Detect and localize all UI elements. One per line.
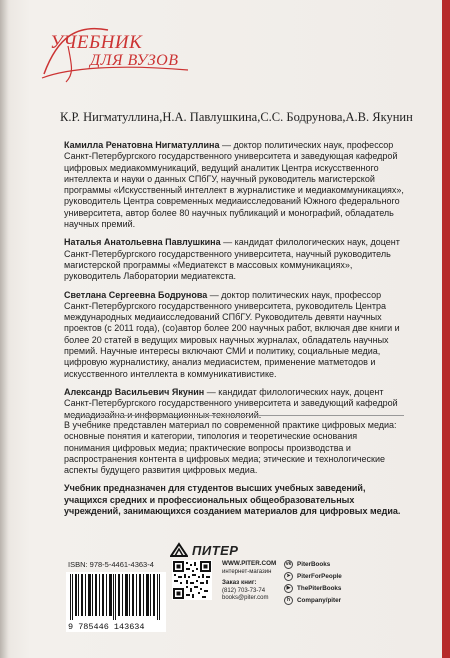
series-title: УЧЕБНИК <box>50 32 143 53</box>
social-label: PiterForPeople <box>297 572 342 580</box>
bio-text: — доктор политических наук, профессор Санкт-Петербургского государственного университета и заведующая кафедрой цифровых медиакоммуникаций, ведущий аналитик Центра искусственного интеллекта и науки о данных СПбГУ, научный руководитель магистерской программы «Искусственный интеллект в журналистике и медиакоммуникациях», руководитель Центра современных медиаисследований Южного федерального университета, автор более 80 научных публикаций и монографий, обладатель научных премий. <box>64 140 404 230</box>
barcode <box>66 572 166 632</box>
author-bio <box>64 290 404 380</box>
bio-name: Камилла Ренатовна Нигматуллина <box>64 140 220 150</box>
hh-icon: h <box>284 596 293 605</box>
social-link[interactable] <box>284 594 342 606</box>
author-bios <box>64 140 404 428</box>
publisher-phone: (812) 703-73-74 <box>222 587 266 594</box>
qr-code <box>172 560 212 600</box>
bio-text: — доктор политических наук, профессор Санкт-Петербургского государственного университета, руководитель Центра международных медиаисследований СПбГУ. Руководитель девяти научных проектов (с 2011 года), (со)автор более 200 научных работ, включая две книги и более 20 статей в ведущих мировых научных журналах, обладатель научных премий. Научные интересы включают СМИ и политику, социальные медиа, цифровую журналистику, анализ медиасистем, применение матметодов и искусственного интеллекта в коммуникативистике. <box>64 289 400 379</box>
book-description <box>64 420 404 524</box>
social-label: Company/piter <box>297 596 342 604</box>
accent-bar <box>442 0 450 658</box>
isbn-text: ISBN: 978-5-4461-4363-4 <box>68 560 154 569</box>
author-bio <box>64 140 404 230</box>
description-text: В учебнике представлен материал по современной практике цифровых медиа: основные понятия и категории, типология и теоретические основания понимания цифровых медиа; практические вопросы производства и распространения контента в цифровых медиа; этические и технологические аспекты будущего развития цифровых медиа. <box>64 420 397 476</box>
authors-line <box>60 110 413 125</box>
bio-text: — кандидат филологических наук, доцент Санкт-Петербургского государственного университета, научный руководитель магистерской программы «Медиатекст в массовых коммуникациях», руководитель Лаборатории медиатекста. <box>64 237 400 282</box>
social-label: ThePiterBooks <box>297 584 342 592</box>
publisher-contacts <box>222 560 276 603</box>
barcode-digits: 9 785446 143634 <box>68 622 145 632</box>
publisher-logo <box>170 540 248 560</box>
author-bio <box>64 237 404 282</box>
social-link[interactable] <box>284 582 342 594</box>
author-name: Н.А. Павлушкина, <box>162 110 261 124</box>
order-title: Заказ книг: <box>222 579 257 587</box>
social-label: PiterBooks <box>297 560 331 568</box>
bio-name: Александр Васильевич Якунин <box>64 386 205 397</box>
bio-name: Наталья Анатольевна Павлушкина <box>64 237 221 248</box>
publisher-site-note: интернет-магазин <box>222 568 272 575</box>
telegram-icon: ➤ <box>284 572 293 581</box>
piter-logo-icon <box>170 542 188 558</box>
spine-edge <box>0 0 8 658</box>
series-subtitle: ДЛЯ ВУЗОВ <box>90 52 179 69</box>
bio-name: Светлана Сергеевна Бодрунова <box>64 289 208 300</box>
divider <box>64 415 404 416</box>
author-name: А.В. Якунин <box>345 110 413 124</box>
audience-text: Учебник предназначен для студентов высших учебных заведений, учащихся средних и профессиональных общеобразовательных учреждений, занимающихся созданием материалов для цифровых медиа. <box>64 483 401 517</box>
author-name: С.С. Бодрунова, <box>260 110 346 124</box>
series-logo <box>38 16 198 88</box>
bio-text: — кандидат филологических наук, доцент Санкт-Петербургского государственного университета и заведующий кафедрой <box>64 386 398 409</box>
social-link[interactable] <box>284 558 342 570</box>
social-links <box>284 558 342 606</box>
rutube-icon: ▶ <box>284 584 293 593</box>
author-name: К.Р. Нигматуллина, <box>60 110 163 124</box>
publisher-name: ПИТЕР <box>192 542 239 558</box>
social-link[interactable] <box>284 570 342 582</box>
vk-icon: vk <box>285 561 292 567</box>
publisher-email[interactable]: books@piter.com <box>222 595 269 602</box>
publisher-site[interactable]: WWW.PITER.COM <box>222 560 277 567</box>
